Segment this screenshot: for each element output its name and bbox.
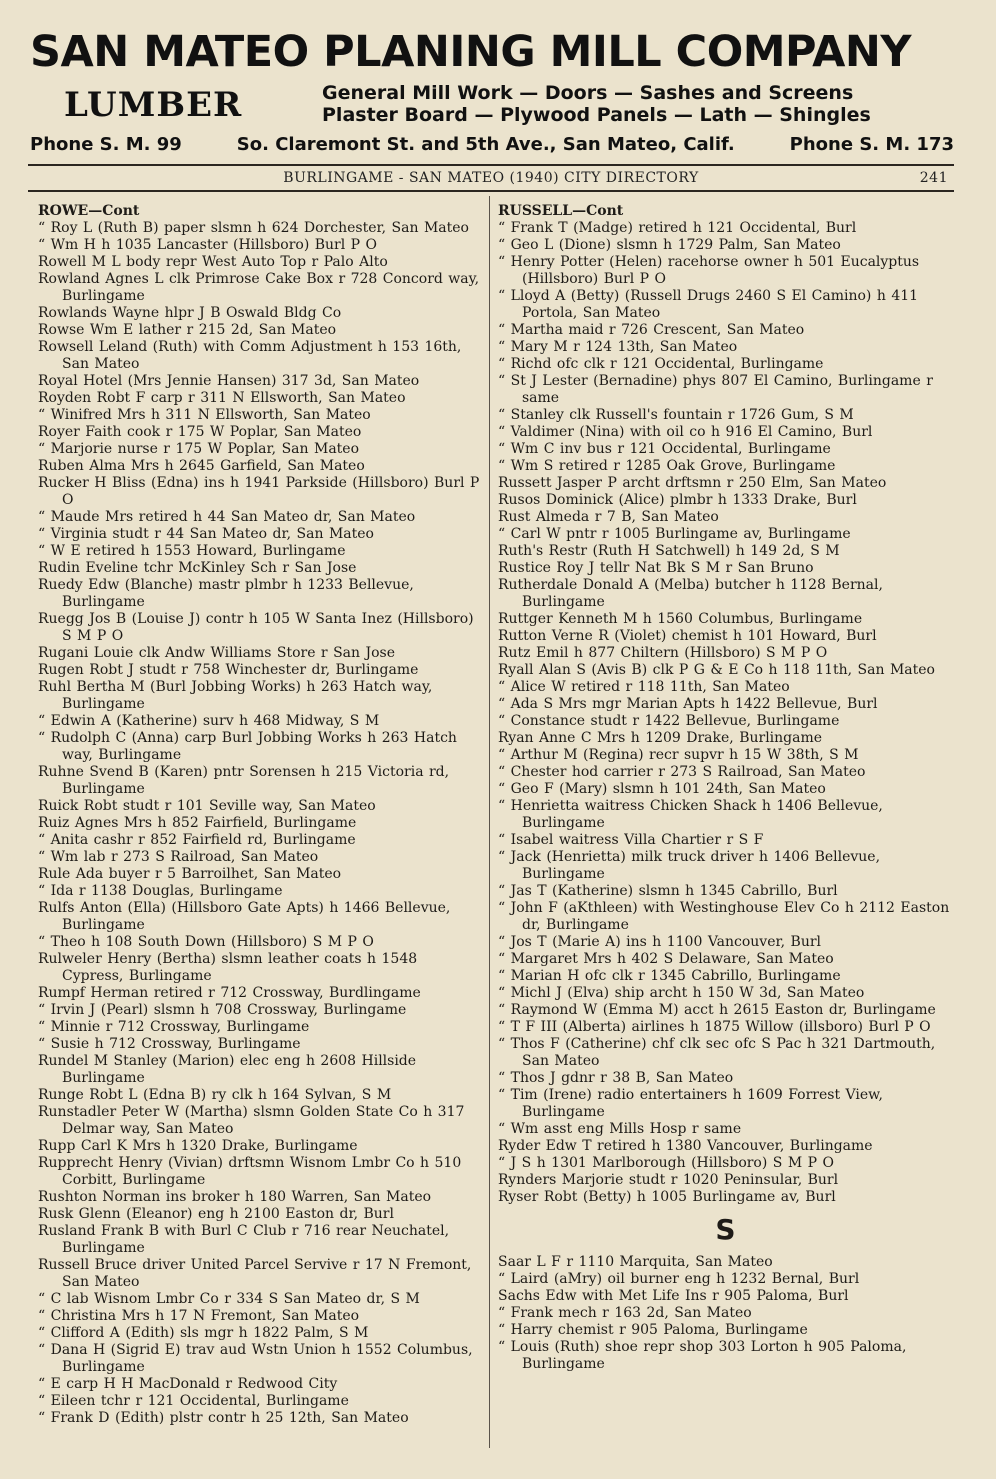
directory-entry: “ Irvin J (Pearl) slsmn h 708 Crossway, Burlingame <box>38 1002 407 1018</box>
directory-entry: Rowsell Leland (Ruth) with Comm Adjustment h 153 16th, San Mateo <box>38 339 462 372</box>
directory-entry: “ Jos T (Marie A) ins h 1100 Vancouver, Burl <box>498 934 822 950</box>
directory-entry: “ St J Lester (Bernadine) phys 807 El Camino, Burlingame r same <box>498 373 933 406</box>
directory-entry: “ Winifred Mrs h 311 N Ellsworth, San Mateo <box>38 407 371 423</box>
directory-entry: Runge Robt L (Edna B) ry clk h 164 Sylvan, S M <box>38 1087 392 1103</box>
directory-entry: “ Chester hod carrier r 273 S Railroad, San Mateo <box>498 764 866 780</box>
directory-entry: “ Minnie r 712 Crossway, Burlingame <box>38 1019 310 1035</box>
directory-entry: “ T F III (Alberta) airlines h 1875 Willow (illsboro) Burl P O <box>498 1019 931 1035</box>
directory-entry: Rustice Roy J tellr Nat Bk S M r San Bruno <box>498 560 814 576</box>
directory-entry: “ Marian H ofc clk r 1345 Cabrillo, Burlingame <box>498 968 841 984</box>
directory-entry: “ Stanley clk Russell's fountain r 1726 Gum, S M <box>498 407 854 423</box>
directory-entry: Rowlands Wayne hlpr J B Oswald Bldg Co <box>38 305 342 321</box>
directory-entry: Rushton Norman ins broker h 180 Warren, San Mateo <box>38 1189 432 1205</box>
directory-entry: Rutherdale Donald A (Melba) butcher h 1128 Bernal, Burlingame <box>498 577 883 610</box>
directory-entry: Ryser Robt (Betty) h 1005 Burlingame av, Burl <box>498 1189 836 1205</box>
directory-entry: “ Anita cashr r 852 Fairfield rd, Burlingame <box>38 832 356 848</box>
directory-entry: Royden Robt F carp r 311 N Ellsworth, San Mateo <box>38 390 406 406</box>
directory-entry: Ryall Alan S (Avis B) clk P G & E Co h 118 11th, San Mateo <box>498 662 935 678</box>
directory-title: BURLINGAME - SAN MATEO (1940) CITY DIRECTORY <box>283 170 699 186</box>
directory-entry: “ C lab Wisnom Lmbr Co r 334 S San Mateo dr, S M <box>38 1291 420 1307</box>
directory-entry: Runstadler Peter W (Martha) slsmn Golden State Co h 317 Delmar way, San Mateo <box>38 1104 465 1137</box>
directory-entry: “ Susie h 712 Crossway, Burlingame <box>38 1036 301 1052</box>
header-rule-bottom <box>28 190 954 192</box>
directory-entry: Russell Bruce driver United Parcel Servive r 17 N Fremont, San Mateo <box>38 1257 472 1290</box>
directory-entry: Rundel M Stanley (Marion) elec eng h 2608 Hillside Burlingame <box>38 1053 417 1086</box>
directory-entry: Rowse Wm E lather r 215 2d, San Mateo <box>38 322 337 338</box>
directory-entry: “ Theo h 108 South Down (Hillsboro) S M P O <box>38 934 374 950</box>
ad-address: So. Claremont St. and 5th Ave., San Mateo, Calif. <box>236 134 735 155</box>
directory-entry: “ Constance studt r 1422 Bellevue, Burlingame <box>498 713 840 729</box>
directory-entry: Ruedy Edw (Blanche) mastr plmbr h 1233 Bellevue, Burlingame <box>38 577 414 610</box>
directory-entry: Ryan Anne C Mrs h 1209 Drake, Burlingame <box>498 730 823 746</box>
directory-entry: “ Margaret Mrs h 402 S Delaware, San Mateo <box>498 951 834 967</box>
directory-entry: “ Jack (Henrietta) milk truck driver h 1406 Bellevue, Burlingame <box>498 849 881 882</box>
directory-entry: Rusk Glenn (Eleanor) eng h 2100 Easton dr, Burl <box>38 1206 394 1222</box>
directory-entry: Ruick Robt studt r 101 Seville way, San Mateo <box>38 798 376 814</box>
directory-entry: “ Frank D (Edith) plstr contr h 25 12th, San Mateo <box>38 1410 409 1426</box>
directory-entry: “ Edwin A (Katherine) surv h 468 Midway, S M <box>38 713 380 729</box>
directory-entry: Ruhl Bertha M (Burl Jobbing Works) h 263 Hatch way, Burlingame <box>38 679 433 712</box>
ad-company-name: SAN MATEO PLANING MILL COMPANY <box>30 27 912 77</box>
directory-entry: “ Isabel waitress Villa Chartier r S F <box>498 832 764 848</box>
directory-entry: “ Ida r 1138 Douglas, Burlingame <box>38 883 283 899</box>
directory-entry: Rynders Marjorie studt r 1020 Peninsular, Burl <box>498 1172 839 1188</box>
directory-entry: “ Tim (Irene) radio entertainers h 1609 Forrest View, Burlingame <box>498 1087 883 1120</box>
directory-entry: Rulfs Anton (Ella) (Hillsboro Gate Apts) h 1466 Bellevue, Burlingame <box>38 900 451 933</box>
directory-entry: “ E carp H H MacDonald r Redwood City <box>38 1376 338 1392</box>
directory-entry: Rugani Louie clk Andw Williams Store r San Jose <box>38 645 395 661</box>
directory-entry: Rowell M L body repr West Auto Top r Palo Alto <box>38 254 388 270</box>
directory-entry: “ J S h 1301 Marlborough (Hillsboro) S M P O <box>498 1155 834 1171</box>
directory-entry: “ Virginia studt r 44 San Mateo dr, San Mateo <box>38 526 374 542</box>
ad-product-line-1: General Mill Work — Doors — Sashes and Screens <box>322 82 854 104</box>
directory-entry: Rudin Eveline tchr McKinley Sch r San Jose <box>38 560 357 576</box>
ad-product-lines <box>322 82 952 126</box>
directory-entry: “ Louis (Ruth) shoe repr shop 303 Lorton h 905 Paloma, Burlingame <box>498 1339 907 1372</box>
directory-entry: “ Martha maid r 726 Crescent, San Mateo <box>498 322 805 338</box>
directory-entry: Rupprecht Henry (Vivian) drftsmn Wisnom Lmbr Co h 510 Corbitt, Burlingame <box>38 1155 462 1188</box>
directory-entry: Rule Ada buyer r 5 Barroilhet, San Mateo <box>38 866 342 882</box>
directory-entry: “ Harry chemist r 905 Paloma, Burlingame <box>498 1322 808 1338</box>
directory-entry: Ruiz Agnes Mrs h 852 Fairfield, Burlingame <box>38 815 357 831</box>
directory-entry: Rupp Carl K Mrs h 1320 Drake, Burlingame <box>38 1138 358 1154</box>
directory-entry: “ Roy L (Ruth B) paper slsmn h 624 Dorchester, San Mateo <box>38 220 469 236</box>
directory-entry: “ Wm H h 1035 Lancaster (Hillsboro) Burl P O <box>38 237 377 253</box>
right-column <box>498 203 953 1373</box>
directory-entry: “ Maude Mrs retired h 44 San Mateo dr, San Mateo <box>38 509 416 525</box>
directory-entry: Sachs Edw with Met Life Ins r 905 Paloma, Burl <box>498 1288 849 1304</box>
directory-entry: “ Laird (aMry) oil burner eng h 1232 Bernal, Burl <box>498 1271 860 1287</box>
directory-entry: “ Clifford A (Edith) sls mgr h 1822 Palm, S M <box>38 1325 369 1341</box>
directory-entry: Rowland Agnes L clk Primrose Cake Box r 728 Concord way, Burlingame <box>38 271 480 304</box>
left-column-heading: ROWE—Cont <box>38 203 140 219</box>
s-entries-list <box>498 1254 953 1373</box>
directory-entry: “ Henrietta waitress Chicken Shack h 1406 Bellevue, Burlingame <box>498 798 883 831</box>
directory-entry: “ Raymond W (Emma M) acct h 2615 Easton dr, Burlingame <box>498 1002 936 1018</box>
directory-entry: “ Jas T (Katherine) slsmn h 1345 Cabrillo, Burl <box>498 883 838 899</box>
directory-entry: Ruttger Kenneth M h 1560 Columbus, Burlingame <box>498 611 863 627</box>
directory-entry: “ Valdimer (Nina) with oil co h 916 El Camino, Burl <box>498 424 873 440</box>
directory-entry: “ Richd ofc clk r 121 Occidental, Burlingame <box>498 356 824 372</box>
directory-entry: “ Marjorie nurse r 175 W Poplar, San Mateo <box>38 441 360 457</box>
directory-entry: Rulweler Henry (Bertha) slsmn leather coats h 1548 Cypress, Burlingame <box>38 951 418 984</box>
directory-entry: “ Wm asst eng Mills Hosp r same <box>498 1121 742 1137</box>
directory-entry: Royer Faith cook r 175 W Poplar, San Mateo <box>38 424 362 440</box>
ad-lumber-label: LUMBER <box>64 85 243 125</box>
directory-entry: “ Geo F (Mary) slsmn h 101 24th, San Mateo <box>498 781 826 797</box>
left-entries-list <box>38 220 483 1427</box>
directory-entry: “ Henry Potter (Helen) racehorse owner h 501 Eucalyptus (Hillsboro) Burl P O <box>498 254 920 287</box>
directory-entry: “ Christina Mrs h 17 N Fremont, San Mateo <box>38 1308 360 1324</box>
directory-entry: “ Mary M r 124 13th, San Mateo <box>498 339 738 355</box>
directory-entry: Saar L F r 1110 Marquita, San Mateo <box>498 1254 773 1270</box>
directory-entry: “ Dana H (Sigrid E) trav aud Wstn Union h 1552 Columbus, Burlingame <box>38 1342 473 1375</box>
directory-entry: Ruben Alma Mrs h 2645 Garfield, San Mateo <box>38 458 365 474</box>
directory-entry: “ Carl W pntr r 1005 Burlingame av, Burlingame <box>498 526 851 542</box>
ad-phone-left: Phone S. M. 99 <box>30 134 182 155</box>
directory-entry: “ Eileen tchr r 121 Occidental, Burlingame <box>38 1393 349 1409</box>
directory-entry: “ Frank mech r 163 2d, San Mateo <box>498 1305 752 1321</box>
header-rule-top <box>28 164 954 166</box>
column-divider <box>489 196 490 1448</box>
directory-entry: Ryder Edw T retired h 1380 Vancouver, Burlingame <box>498 1138 873 1154</box>
ad-contact-row <box>30 132 954 158</box>
directory-entry: “ Ada S Mrs mgr Marian Apts h 1422 Bellevue, Burl <box>498 696 878 712</box>
directory-entry: “ Wm C inv bus r 121 Occidental, Burlingame <box>498 441 831 457</box>
ad-phone-right: Phone S. M. 173 <box>789 134 954 155</box>
directory-entry: Rugen Robt J studt r 758 Winchester dr, Burlingame <box>38 662 419 678</box>
directory-entry: “ Wm lab r 273 S Railroad, San Mateo <box>38 849 319 865</box>
directory-entry: Russett Jasper P archt drftsmn r 250 Elm, San Mateo <box>498 475 887 491</box>
directory-entry: Rust Almeda r 7 B, San Mateo <box>498 509 719 525</box>
directory-entry: Ruhne Svend B (Karen) pntr Sorensen h 215 Victoria rd, Burlingame <box>38 764 450 797</box>
directory-entry: “ Alice W retired r 118 11th, San Mateo <box>498 679 790 695</box>
directory-entry: “ Geo L (Dione) slsmn h 1729 Palm, San Mateo <box>498 237 841 253</box>
directory-entry: “ Wm S retired r 1285 Oak Grove, Burlingame <box>498 458 836 474</box>
directory-entry: “ Frank T (Madge) retired h 121 Occidental, Burl <box>498 220 857 236</box>
directory-entry: “ John F (aKthleen) with Westinghouse Elev Co h 2112 Easton dr, Burlingame <box>498 900 950 933</box>
directory-entry: “ Lloyd A (Betty) (Russell Drugs 2460 S El Camino) h 411 Portola, San Mateo <box>498 288 919 321</box>
directory-entry: “ Michl J (Elva) ship archt h 150 W 3d, San Mateo <box>498 985 865 1001</box>
left-column <box>38 203 483 1427</box>
page-number: 241 <box>919 170 948 186</box>
directory-entry: Royal Hotel (Mrs Jennie Hansen) 317 3d, San Mateo <box>38 373 420 389</box>
directory-entry: “ W E retired h 1553 Howard, Burlingame <box>38 543 346 559</box>
directory-entry: “ Thos F (Catherine) chf clk sec ofc S Pac h 321 Dartmouth, San Mateo <box>498 1036 936 1069</box>
directory-entry: “ Thos J gdnr r 38 B, San Mateo <box>498 1070 734 1086</box>
directory-entry: Rusos Dominick (Alice) plmbr h 1333 Drake, Burl <box>498 492 857 508</box>
ad-product-line-2: Plaster Board — Plywood Panels — Lath — Shingles <box>322 104 871 126</box>
directory-entry: Rutz Emil h 877 Chiltern (Hillsboro) S M P O <box>498 645 828 661</box>
section-letter: S <box>715 1213 736 1246</box>
right-entries-list <box>498 220 953 1206</box>
directory-entry: Rusland Frank B with Burl C Club r 716 rear Neuchatel, Burlingame <box>38 1223 450 1256</box>
directory-entry: Rucker H Bliss (Edna) ins h 1941 Parkside (Hillsboro) Burl P O <box>38 475 480 508</box>
directory-entry: Ruegg Jos B (Louise J) contr h 105 W Santa Inez (Hillsboro) S M P O <box>38 611 474 644</box>
directory-entry: “ Rudolph C (Anna) carp Burl Jobbing Works h 263 Hatch way, Burlingame <box>38 730 457 763</box>
directory-entry: Rumpf Herman retired r 712 Crossway, Burdlingame <box>38 985 421 1001</box>
directory-entry: “ Arthur M (Regina) recr supvr h 15 W 38th, S M <box>498 747 859 763</box>
right-column-heading: RUSSELL—Cont <box>498 203 624 219</box>
directory-entry: Ruth's Restr (Ruth H Satchwell) h 149 2d, S M <box>498 543 840 559</box>
directory-entry: Rutton Verne R (Violet) chemist h 101 Howard, Burl <box>498 628 877 644</box>
